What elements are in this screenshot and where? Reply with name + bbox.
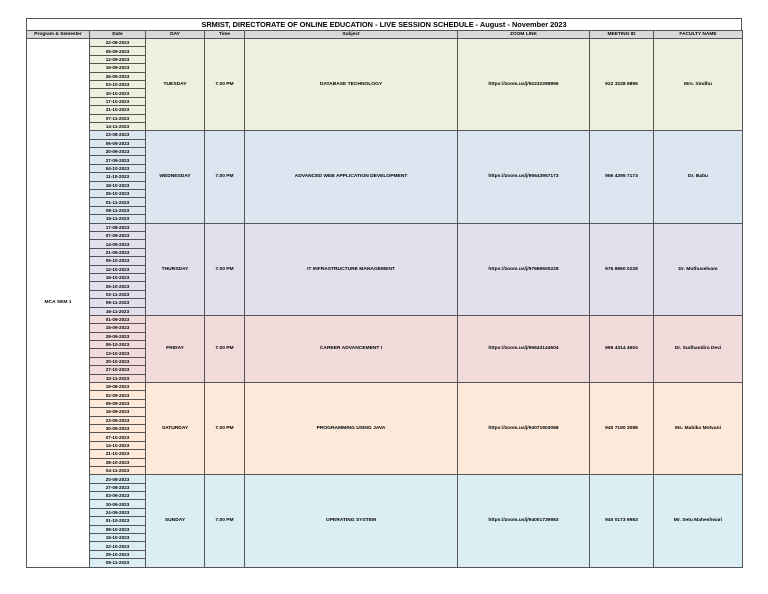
zoom-link-cell[interactable]: https://zoom.us/j/95643957173: [458, 131, 590, 223]
meeting-id-cell: 940 0173 9983: [590, 475, 654, 567]
date-cell: 22-08-2023: [90, 39, 146, 47]
zoom-link-cell[interactable]: https://zoom.us/j/99643144604: [458, 315, 590, 382]
subject-cell: ADVANCED WEB APPLICATION DEVELOPMENT: [245, 131, 458, 223]
date-cell: 02-11-2023: [90, 290, 146, 298]
day-cell: SATURDAY: [146, 383, 205, 475]
table-row: [27, 475, 743, 483]
date-cell: 28-10-2023: [90, 458, 146, 466]
zoom-link-cell[interactable]: https://zoom.us/j/94071903088: [458, 383, 590, 475]
date-cell: 16-11-2023: [90, 307, 146, 315]
date-cell: 10-10-2023: [90, 89, 146, 97]
day-cell: WEDNESDAY: [146, 131, 205, 223]
faculty-name-cell: Dr. Muthuselvam: [654, 223, 743, 315]
date-cell: 08-10-2023: [90, 525, 146, 533]
day-cell: SUNDAY: [146, 475, 205, 567]
date-cell: 08-11-2023: [90, 206, 146, 214]
date-cell: 02-09-2023: [90, 391, 146, 399]
subject-cell: IT INFRASTRUCTURE MANAGEMENT: [245, 223, 458, 315]
date-cell: 06-10-2023: [90, 341, 146, 349]
header-program: Program & Semester: [27, 31, 90, 39]
date-cell: 17-10-2023: [90, 97, 146, 105]
subject-cell: OPERATING SYSTEM: [245, 475, 458, 567]
date-cell: 01-09-2023: [90, 315, 146, 323]
faculty-name-cell: Dr. Sudhandira Devi: [654, 315, 743, 382]
header-row: [27, 31, 743, 39]
date-cell: 13-10-2023: [90, 349, 146, 357]
faculty-name-cell: Mr. Setu Maheshwari: [654, 475, 743, 567]
date-cell: 22-10-2023: [90, 542, 146, 550]
time-cell: 7.00 PM: [205, 383, 245, 475]
day-cell: THURSDAY: [146, 223, 205, 315]
date-cell: 20-09-2023: [90, 148, 146, 156]
time-cell: 7.00 PM: [205, 39, 245, 131]
date-cell: 11-10-2023: [90, 173, 146, 181]
faculty-name-cell: Ms. Mahika Motvani: [654, 383, 743, 475]
header-faculty-name: FACULTY NAME: [654, 31, 743, 39]
date-cell: 26-10-2023: [90, 282, 146, 290]
date-cell: 12-09-2023: [90, 55, 146, 63]
meeting-id-cell: 940 7190 3088: [590, 383, 654, 475]
date-cell: 16-09-2023: [90, 408, 146, 416]
table-row: [27, 39, 743, 47]
date-cell: 21-09-2023: [90, 248, 146, 256]
subject-cell: DATABASE TECHNOLOGY: [245, 39, 458, 131]
date-cell: 27-10-2023: [90, 366, 146, 374]
subject-cell: CAREER ADVANCEMENT I: [245, 315, 458, 382]
date-cell: 14-10-2023: [90, 441, 146, 449]
date-cell: 20-08-2023: [90, 475, 146, 483]
meeting-id-cell: 996 4314 4604: [590, 315, 654, 382]
date-cell: 01-11-2023: [90, 198, 146, 206]
date-cell: 21-10-2023: [90, 450, 146, 458]
meeting-id-cell: 956 4395 7173: [590, 131, 654, 223]
day-cell: TUESDAY: [146, 39, 205, 131]
meeting-id-cell: 922 3228 9896: [590, 39, 654, 131]
header-subject: Subject: [245, 31, 458, 39]
date-cell: 19-09-2023: [90, 64, 146, 72]
date-cell: 15-11-2023: [90, 215, 146, 223]
date-cell: 05-09-2023: [90, 47, 146, 55]
date-cell: 06-09-2023: [90, 139, 146, 147]
time-cell: 7.00 PM: [205, 223, 245, 315]
date-cell: 17-08-2023: [90, 223, 146, 231]
program-semester-cell: MCA SEM 1: [27, 39, 90, 568]
date-cell: 24-09-2023: [90, 508, 146, 516]
date-cell: 07-11-2023: [90, 114, 146, 122]
date-cell: 29-09-2023: [90, 332, 146, 340]
date-cell: 05-11-2023: [90, 559, 146, 567]
date-cell: 30-09-2023: [90, 424, 146, 432]
date-cell: 10-11-2023: [90, 374, 146, 382]
schedule-sheet: [26, 18, 742, 568]
date-cell: 07-10-2023: [90, 433, 146, 441]
table-row: [27, 315, 743, 323]
time-cell: 7.00 PM: [205, 315, 245, 382]
header-date: Date: [90, 31, 146, 39]
date-cell: 23-09-2023: [90, 416, 146, 424]
date-cell: 25-10-2023: [90, 190, 146, 198]
table-row: [27, 131, 743, 139]
header-time: Time: [205, 31, 245, 39]
date-cell: 03-09-2023: [90, 492, 146, 500]
date-cell: 27-08-2023: [90, 483, 146, 491]
zoom-link-cell[interactable]: https://zoom.us/j/97689600228: [458, 223, 590, 315]
date-cell: 20-10-2023: [90, 357, 146, 365]
schedule-table: [26, 30, 743, 568]
date-cell: 18-10-2023: [90, 181, 146, 189]
day-cell: FRIDAY: [146, 315, 205, 382]
date-cell: 15-10-2023: [90, 534, 146, 542]
date-cell: 31-10-2023: [90, 106, 146, 114]
date-cell: 04-11-2023: [90, 466, 146, 474]
date-cell: 14-09-2023: [90, 240, 146, 248]
date-cell: 14-11-2023: [90, 122, 146, 130]
meeting-id-cell: 976 8960 0228: [590, 223, 654, 315]
time-cell: 7.00 PM: [205, 475, 245, 567]
zoom-link-cell[interactable]: https://zoom.us/j/94001739983: [458, 475, 590, 567]
header-day: DAY: [146, 31, 205, 39]
date-cell: 07-09-2023: [90, 231, 146, 239]
date-cell: 26-09-2023: [90, 72, 146, 80]
date-cell: 19-08-2023: [90, 383, 146, 391]
header-zoom-link: ZOOM LINK: [458, 31, 590, 39]
date-cell: 15-09-2023: [90, 324, 146, 332]
table-row: [27, 223, 743, 231]
date-cell: 12-10-2023: [90, 265, 146, 273]
date-cell: 03-10-2023: [90, 80, 146, 88]
date-cell: 01-10-2023: [90, 517, 146, 525]
date-cell: 23-08-2023: [90, 131, 146, 139]
date-cell: 27-09-2023: [90, 156, 146, 164]
date-cell: 04-10-2023: [90, 164, 146, 172]
time-cell: 7.00 PM: [205, 131, 245, 223]
date-cell: 09-11-2023: [90, 299, 146, 307]
date-cell: 19-10-2023: [90, 273, 146, 281]
date-cell: 10-09-2023: [90, 500, 146, 508]
faculty-name-cell: Mrs. Sindhu: [654, 39, 743, 131]
page-title: SRMIST, DIRECTORATE OF ONLINE EDUCATION - LIVE SESSION SCHEDULE - August - November 2023: [26, 18, 742, 30]
date-cell: 05-10-2023: [90, 257, 146, 265]
date-cell: 29-10-2023: [90, 550, 146, 558]
zoom-link-cell[interactable]: https://zoom.us/j/92232289896: [458, 39, 590, 131]
faculty-name-cell: Dr. Babu: [654, 131, 743, 223]
header-meeting-id: MEETING ID: [590, 31, 654, 39]
date-cell: 09-09-2023: [90, 399, 146, 407]
table-row: [27, 383, 743, 391]
subject-cell: PROGRAMMING USING JAVA: [245, 383, 458, 475]
